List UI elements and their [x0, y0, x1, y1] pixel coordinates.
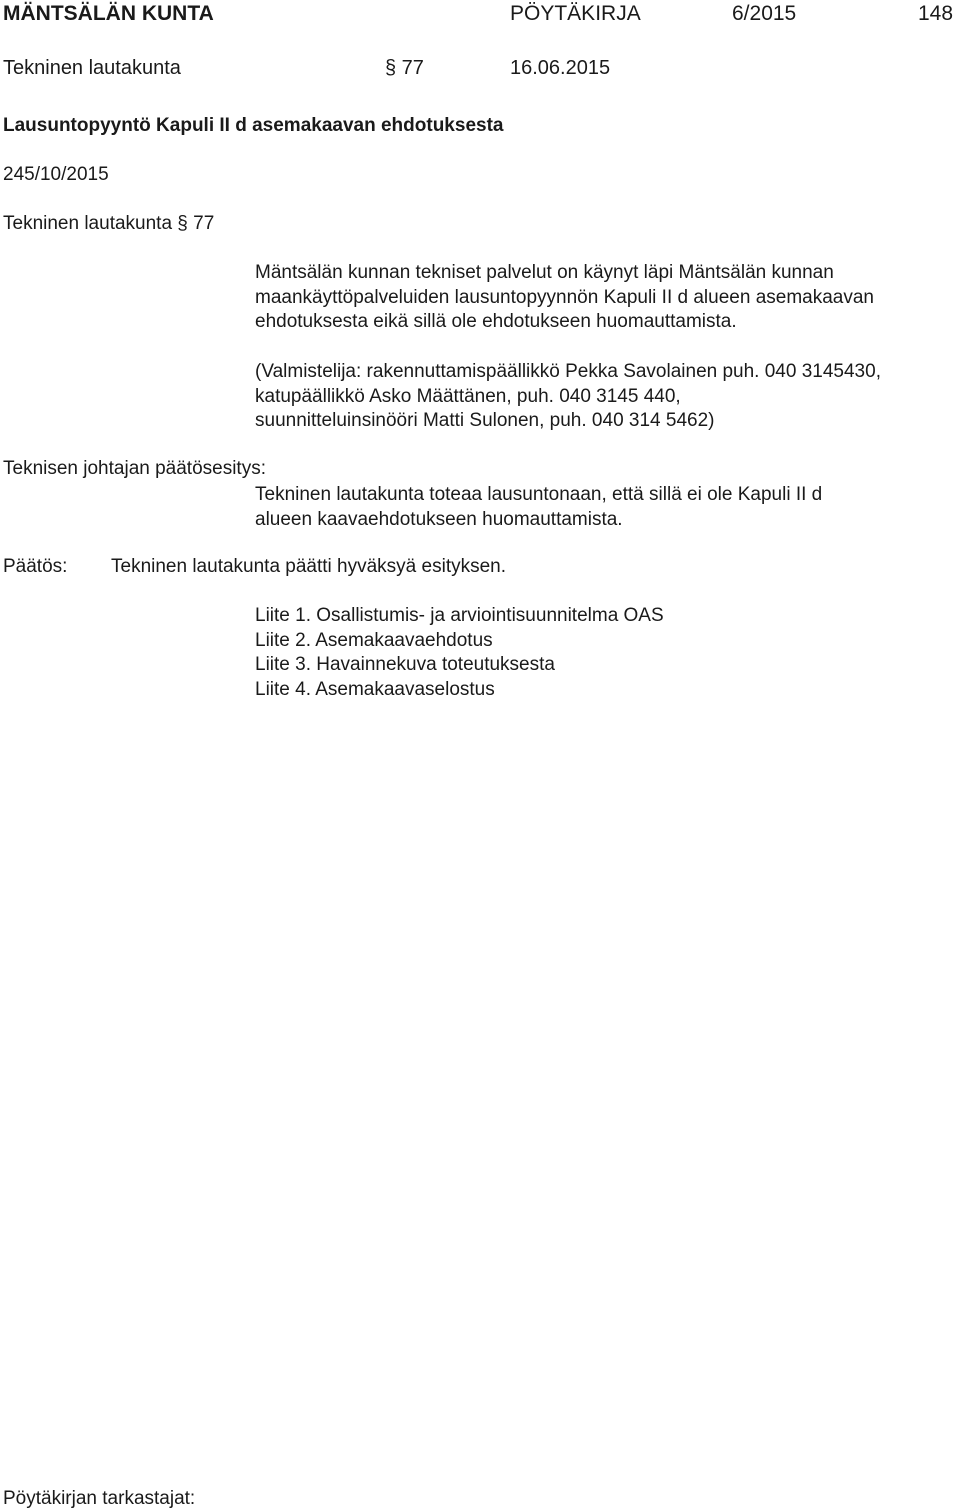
committee-reference: Tekninen lautakunta § 77	[3, 213, 215, 234]
record-number: 245/10/2015	[3, 164, 109, 185]
paragraph-line: Mäntsälän kunnan tekniset palvelut on käynyt läpi Mäntsälän kunnan	[255, 262, 834, 283]
attachment-item: Liite 2. Asemakaavaehdotus	[255, 629, 493, 651]
reviewers-label: Pöytäkirjan tarkastajat:	[3, 1488, 196, 1509]
body-paragraph	[255, 261, 874, 335]
issue-number: 6/2015	[732, 2, 797, 25]
paragraph-line: maankäyttöpalveluiden lausuntopyynnön Kapuli II d alueen asemakaavan	[255, 286, 874, 308]
section-number: § 77	[385, 57, 424, 79]
preparer-info	[255, 360, 881, 434]
paragraph-line: ehdotuksesta eikä sillä ole ehdotukseen huomauttamista.	[255, 311, 737, 332]
document-type: PÖYTÄKIRJA	[510, 2, 641, 25]
preparer-line: (Valmistelija: rakennuttamispäällikkö Pekka Savolainen puh. 040 3145430,	[255, 361, 881, 382]
preparer-line: suunnitteluinsinööri Matti Sulonen, puh. 040 314 5462)	[255, 410, 715, 431]
page-number: 148	[918, 2, 954, 25]
proposal-line: alueen kaavaehdotukseen huomauttamista.	[255, 508, 623, 530]
meeting-date: 16.06.2015	[510, 57, 611, 79]
decision-label: Päätös:	[3, 556, 68, 577]
municipality-name: MÄNTSÄLÄN KUNTA	[3, 2, 214, 25]
attachment-item: Liite 4. Asemakaavaselostus	[255, 678, 495, 700]
attachment-item: Liite 3. Havainnekuva toteutuksesta	[255, 654, 555, 675]
proposal-line: Tekninen lautakunta toteaa lausuntonaan, että sillä ei ole Kapuli II d	[255, 484, 823, 505]
decision-text: Tekninen lautakunta päätti hyväksyä esityksen.	[111, 556, 507, 577]
proposal-label: Teknisen johtajan päätösesitys:	[3, 458, 266, 479]
committee-name: Tekninen lautakunta	[3, 57, 181, 79]
page-title: Lausuntopyyntö Kapuli II d asemakaavan ehdotuksesta	[3, 115, 504, 136]
preparer-line: katupäällikkö Asko Määttänen, puh. 040 3145 440,	[255, 385, 681, 407]
attachment-item: Liite 1. Osallistumis- ja arviointisuunnitelma OAS	[255, 605, 664, 626]
attachment-list	[255, 604, 664, 702]
proposal-text	[255, 483, 822, 532]
